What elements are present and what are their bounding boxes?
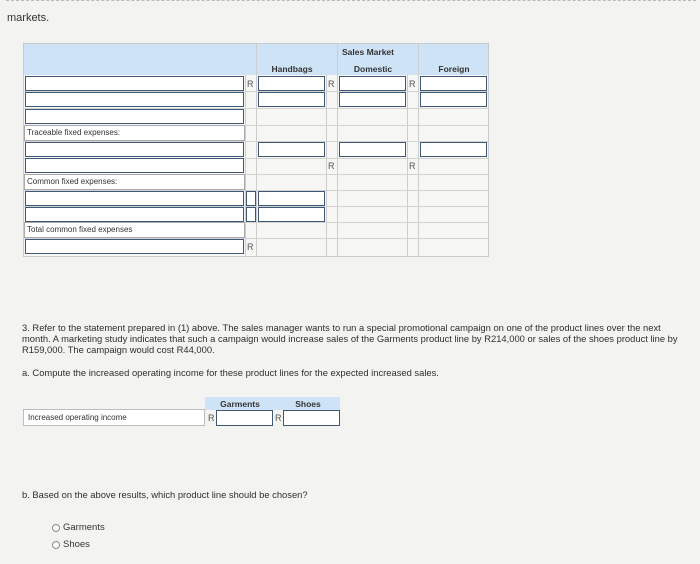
currency-symbol: R bbox=[409, 161, 416, 171]
grid-line bbox=[418, 44, 419, 256]
currency-symbol: R bbox=[275, 413, 282, 423]
row-label-total: Total common fixed expenses bbox=[27, 225, 133, 234]
garments-income-input[interactable] bbox=[216, 410, 273, 426]
amount-input[interactable] bbox=[339, 76, 406, 91]
column-header-handbags: Handbags bbox=[271, 64, 313, 74]
row-label-input[interactable] bbox=[25, 207, 244, 222]
row-label-input[interactable] bbox=[25, 76, 244, 91]
grid-line bbox=[256, 44, 257, 256]
grid-line bbox=[337, 44, 338, 256]
amount-input[interactable] bbox=[420, 92, 487, 107]
currency-symbol: R bbox=[328, 161, 335, 171]
row-label-increased-income: Increased operating income bbox=[28, 413, 127, 422]
amount-input[interactable] bbox=[420, 142, 487, 157]
grid-line bbox=[407, 75, 408, 256]
row-label-input[interactable] bbox=[25, 191, 244, 206]
row-label-input[interactable] bbox=[25, 142, 244, 157]
column-header-garments: Garments bbox=[220, 399, 260, 409]
question-3b-text: b. Based on the above results, which product line should be chosen? bbox=[22, 489, 308, 500]
row-label-traceable: Traceable fixed expenses: bbox=[27, 128, 121, 137]
shoes-income-input[interactable] bbox=[283, 410, 340, 426]
row-label-common: Common fixed expenses: bbox=[27, 177, 118, 186]
currency-symbol: R bbox=[247, 79, 254, 89]
amount-input[interactable] bbox=[258, 92, 325, 107]
column-header-domestic: Domestic bbox=[353, 64, 393, 74]
row-label-input[interactable] bbox=[25, 239, 244, 254]
question-3a-text: a. Compute the increased operating income for these product lines for the expected increased sales. bbox=[22, 367, 439, 378]
radio-garments[interactable] bbox=[52, 524, 60, 532]
top-separator bbox=[6, 0, 696, 5]
amount-input[interactable] bbox=[339, 142, 406, 157]
currency-symbol: R bbox=[328, 79, 335, 89]
option-label-shoes[interactable]: Shoes bbox=[63, 539, 90, 550]
row-label-input[interactable] bbox=[25, 109, 244, 124]
row-label-input[interactable] bbox=[25, 158, 244, 173]
column-header-shoes: Shoes bbox=[295, 399, 321, 409]
radio-shoes[interactable] bbox=[52, 541, 60, 549]
amount-input-narrow[interactable] bbox=[246, 191, 256, 206]
amount-input[interactable] bbox=[339, 92, 406, 107]
amount-input[interactable] bbox=[258, 191, 325, 206]
grid-line bbox=[326, 75, 327, 256]
page-heading: markets. bbox=[7, 12, 50, 24]
column-header-foreign: Foreign bbox=[438, 64, 470, 74]
amount-input-narrow[interactable] bbox=[246, 207, 256, 222]
amount-input[interactable] bbox=[258, 142, 325, 157]
sales-market-header: Sales Market bbox=[342, 47, 394, 57]
amount-input[interactable] bbox=[258, 207, 325, 222]
amount-input[interactable] bbox=[420, 76, 487, 91]
amount-input[interactable] bbox=[258, 76, 325, 91]
grid-line bbox=[245, 75, 246, 256]
row-label-input[interactable] bbox=[25, 92, 244, 107]
question-3-text: 3. Refer to the statement prepared in (1) above. The sales manager wants to run a special promotional campaign on one of the product lines over the next month. A marketing study indicates that such a campaign would increase sales of the Garments product line by R214,000 or sales of the shoes product line by R159,000. The campaign would cost R44,000. bbox=[22, 322, 678, 355]
option-label-garments[interactable]: Garments bbox=[63, 522, 105, 533]
currency-symbol: R bbox=[409, 79, 416, 89]
currency-symbol: R bbox=[208, 413, 215, 423]
currency-symbol: R bbox=[247, 242, 254, 252]
